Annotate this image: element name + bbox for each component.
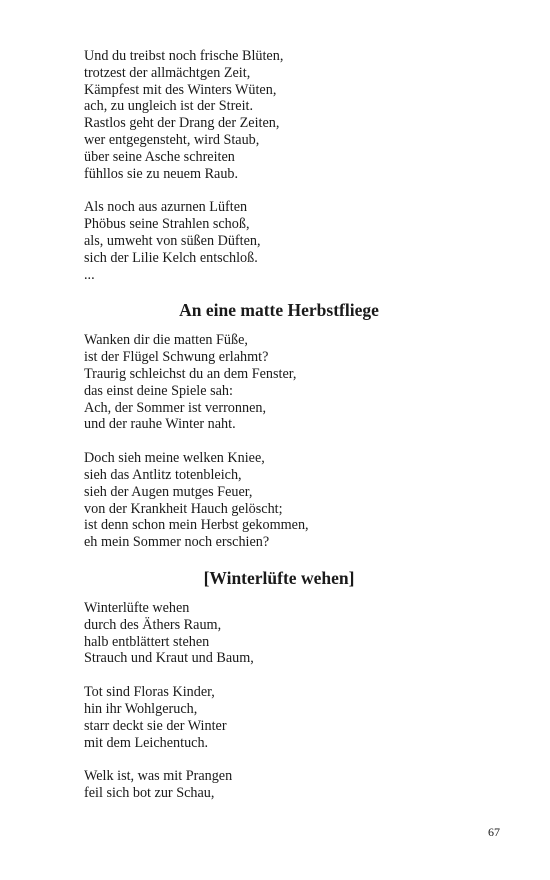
verse-line: Phöbus seine Strahlen schoß, bbox=[84, 216, 250, 233]
stanza bbox=[84, 332, 474, 433]
verse-line: ist der Flügel Schwung erlahmt? bbox=[84, 349, 269, 366]
page-body bbox=[84, 48, 474, 819]
verse-line: Und du treibst noch frische Blüten, bbox=[84, 48, 284, 64]
verse-line: sieh der Augen mutges Feuer, bbox=[84, 483, 253, 500]
stanza bbox=[84, 48, 474, 182]
verse-line: Kämpfest mit des Winters Wüten, bbox=[84, 81, 277, 98]
poem-herbstfliege bbox=[84, 300, 474, 551]
verse-line: durch des Äthers Raum, bbox=[84, 616, 222, 633]
stanza bbox=[84, 768, 474, 802]
verse-line: wer entgegensteht, wird Staub, bbox=[84, 131, 260, 148]
verse-line: Strauch und Kraut und Baum, bbox=[84, 650, 254, 667]
poem-winterluefte bbox=[84, 568, 474, 802]
verse-line: Ach, der Sommer ist verronnen, bbox=[84, 399, 267, 416]
verse-line: trotzest der allmächtgen Zeit, bbox=[84, 64, 251, 81]
stanza bbox=[84, 450, 474, 551]
poem-continuation bbox=[84, 48, 474, 283]
page-number: 67 bbox=[488, 825, 500, 839]
verse-line: ist denn schon mein Herbst gekommen, bbox=[84, 517, 309, 534]
verse-line: Traurig schleichst du an dem Fenster, bbox=[84, 365, 297, 382]
poem-title: An eine matte Herbstfliege bbox=[179, 300, 379, 321]
verse-line: über seine Asche schreiten bbox=[84, 148, 235, 165]
verse-line: Rastlos geht der Drang der Zeiten, bbox=[84, 115, 280, 132]
verse-line: eh mein Sommer noch erschien? bbox=[84, 534, 270, 551]
verse-line: mit dem Leichentuch. bbox=[84, 734, 209, 751]
verse-line: hin ihr Wohlgeruch, bbox=[84, 700, 198, 717]
verse-line: starr deckt sie der Winter bbox=[84, 717, 227, 734]
stanza bbox=[84, 600, 474, 667]
verse-line: von der Krankheit Hauch gelöscht; bbox=[84, 500, 283, 517]
ellipsis: ... bbox=[84, 266, 95, 283]
verse-line: Doch sieh meine welken Kniee, bbox=[84, 450, 265, 467]
poem-title: [Winterlüfte wehen] bbox=[203, 567, 355, 588]
stanza bbox=[84, 684, 474, 751]
verse-line: als, umweht von süßen Düften, bbox=[84, 232, 261, 249]
verse-line: und der rauhe Winter naht. bbox=[84, 416, 236, 433]
verse-line: sich der Lilie Kelch entschloß. bbox=[84, 249, 258, 266]
verse-line: das einst deine Spiele sah: bbox=[84, 382, 233, 399]
verse-line: Wanken dir die matten Füße, bbox=[84, 332, 248, 349]
verse-line: Als noch aus azurnen Lüften bbox=[84, 199, 248, 216]
verse-line: Tot sind Floras Kinder, bbox=[84, 684, 215, 701]
verse-line: fühllos sie zu neuem Raub. bbox=[84, 165, 239, 182]
verse-line: feil sich bot zur Schau, bbox=[84, 785, 215, 802]
verse-line: halb entblättert stehen bbox=[84, 633, 210, 650]
verse-line: sieh das Antlitz totenbleich, bbox=[84, 466, 242, 483]
verse-line: ach, zu ungleich ist der Streit. bbox=[84, 98, 254, 115]
verse-line: Welk ist, was mit Prangen bbox=[84, 768, 233, 785]
stanza bbox=[84, 199, 474, 283]
verse-line: Winterlüfte wehen bbox=[84, 599, 190, 616]
